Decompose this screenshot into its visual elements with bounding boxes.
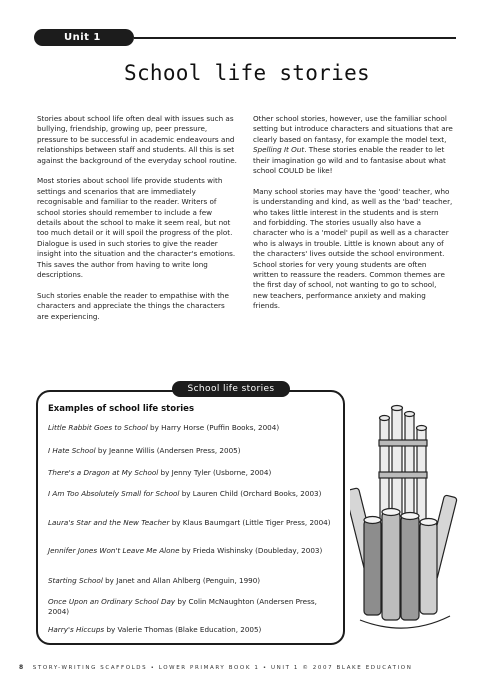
page-number: 8 bbox=[19, 664, 25, 671]
unit-tab: Unit 1 bbox=[34, 29, 134, 46]
book-title: I Am Too Absolutely Small for School bbox=[48, 489, 180, 498]
book-details: by Frieda Wishinsky (Doubleday, 2003) bbox=[179, 546, 323, 555]
book-entry bbox=[48, 576, 338, 586]
book-details: by Valerie Thomas (Blake Education, 2005) bbox=[104, 625, 262, 634]
book-title: Harry's Hiccups bbox=[48, 625, 105, 634]
book-details: by Jeanne Willis (Andersen Press, 2005) bbox=[95, 446, 241, 455]
book-entry bbox=[48, 446, 338, 456]
book-entry bbox=[48, 489, 338, 499]
examples-heading: Examples of school life stories bbox=[48, 404, 195, 414]
book-title: There's a Dragon at My School bbox=[48, 468, 159, 477]
paragraph bbox=[253, 114, 453, 176]
page-footer bbox=[19, 664, 479, 674]
book-details: by Harry Horse (Puffin Books, 2004) bbox=[147, 423, 280, 432]
examples-box-tab: School life stories bbox=[172, 381, 290, 397]
book-details: by Lauren Child (Orchard Books, 2003) bbox=[179, 489, 322, 498]
text-run: . These stories enable the reader to let their imagination go wild and to fantasise about what school COULD be like! bbox=[253, 145, 446, 176]
book-entry bbox=[48, 518, 338, 528]
paragraph: Such stories enable the reader to empathise with the characters and appreciate the things the characters are experiencing. bbox=[37, 290, 229, 321]
book-title: I Hate School bbox=[48, 446, 96, 455]
paragraph: Many school stories may have the 'good' teacher, who is understanding and kind, as well as the 'bad' teacher, who takes little interest in the students and is stern and forbidding. The stories usually also have a character who is a 'model' pupil as well as a character who is always in trouble. Little is known about any of the characters' lives outside the school environment. School stories for very young students are often written to reassure the readers. Common themes are the first day of school, not wanting to go to school, new teachers, performance anxiety and making friends. bbox=[253, 186, 453, 311]
book-title: Jennifer Jones Won't Leave Me Alone bbox=[48, 546, 180, 555]
book-details: by Colin McNaughton (Andersen Press, 2004) bbox=[48, 597, 317, 616]
book-title: Little Rabbit Goes to School bbox=[48, 423, 148, 432]
right-column bbox=[253, 114, 453, 322]
book-entry bbox=[48, 423, 338, 433]
page-title: School life stories bbox=[124, 61, 370, 85]
book-title: Laura's Star and the New Teacher bbox=[48, 518, 170, 527]
book-entry bbox=[48, 625, 338, 635]
pencil-cup-illustration bbox=[350, 400, 462, 650]
book-entry bbox=[48, 468, 338, 478]
book-details: by Jenny Tyler (Usborne, 2004) bbox=[158, 468, 272, 477]
text-run: Other school stories, however, use the familiar school setting but introduce characters and situations that are clearly based on fantasy, for example the model text, bbox=[253, 114, 453, 144]
book-entry bbox=[48, 597, 338, 617]
left-column bbox=[37, 114, 237, 332]
book-details: by Janet and Allan Ahlberg (Penguin, 1990) bbox=[102, 576, 261, 585]
model-text-title: Spelling It Out bbox=[253, 145, 305, 155]
book-entry bbox=[48, 546, 338, 556]
book-title: Starting School bbox=[48, 576, 103, 585]
footer-text: STORY-WRITING SCAFFOLDS • LOWER PRIMARY BOOK 1 • UNIT 1 © 2007 BLAKE EDUCATION bbox=[32, 665, 413, 671]
header-rule bbox=[134, 37, 456, 39]
book-title: Once Upon an Ordinary School Day bbox=[48, 597, 176, 606]
book-details: by Klaus Baumgart (Little Tiger Press, 2004) bbox=[169, 518, 331, 527]
paragraph: Stories about school life often deal with issues such as bullying, friendship, growing up, peer pressure, pressure to be successful in academic endeavours and relationships between staff and students. All this is set against the background of the everyday school routine. bbox=[37, 114, 237, 165]
paragraph: Most stories about school life provide students with settings and scenarios that are immediately recognisable and familiar to the reader. Writers of school stories should remember to include a few details about the school to make it seem real, but not too much detail or it will spoil the progress of the plot. Dialogue is used in such stories to give the reader insight into the situation and the character's emotions. This saves the author from having to write long descriptions. bbox=[37, 176, 236, 280]
